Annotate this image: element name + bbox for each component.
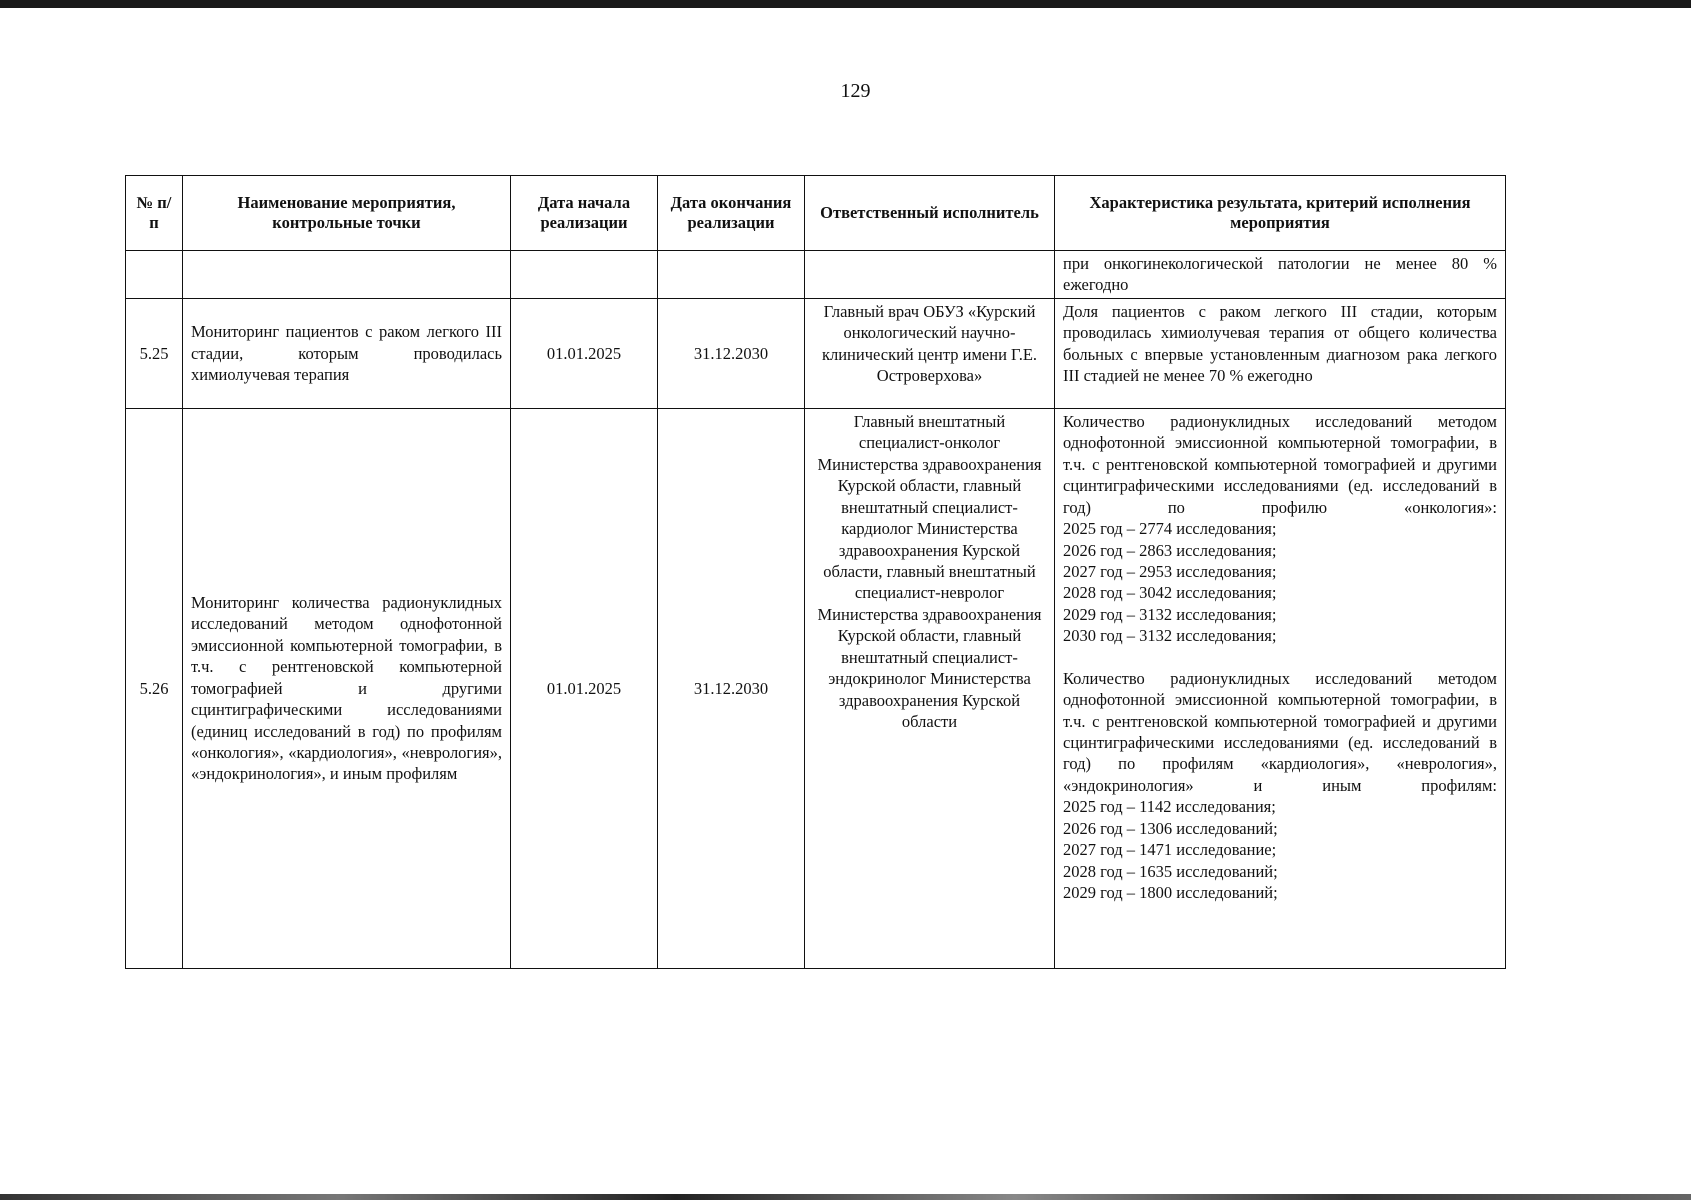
cont-end: [658, 251, 805, 299]
year-line: 2026 год – 2863 исследования;: [1063, 540, 1277, 560]
cont-responsible: [805, 251, 1055, 299]
row-525-end-date: 31.12.2030: [658, 298, 805, 408]
row-526-num: 5.26: [126, 408, 183, 968]
cont-start: [511, 251, 658, 299]
year-line: 2027 год – 1471 исследование;: [1063, 840, 1277, 860]
header-responsible: Ответственный исполнитель: [805, 176, 1055, 251]
header-end-date: Дата окончания реализации: [658, 176, 805, 251]
result-oncology-text: Количество радионуклидных исследований методом однофотонной эмиссионной компьютерной томографии, в т.ч. с рентгеновской компьютерной томографией и другими сцинтиграфическими исследованиями (ед. исследований в год) по профилю «онкология»:: [1063, 411, 1497, 517]
year-line: 2025 год – 1142 исследования;: [1063, 797, 1276, 817]
cont-result: при онкогинекологической патологии не менее 80 % ежегодно: [1055, 251, 1506, 299]
year-line: 2028 год – 1635 исследований;: [1063, 861, 1278, 881]
cont-num: [126, 251, 183, 299]
table-row: [126, 298, 1506, 408]
row-526-end-date: 31.12.2030: [658, 408, 805, 968]
scan-edge-top: [0, 0, 1691, 8]
year-line: 2028 год – 3042 исследования;: [1063, 583, 1277, 603]
year-line: 2029 год – 1800 исследований;: [1063, 883, 1278, 903]
header-num: № п/п: [126, 176, 183, 251]
year-line: 2029 год – 3132 исследования;: [1063, 604, 1277, 624]
year-line: 2027 год – 2953 исследования;: [1063, 561, 1277, 581]
row-525-start-date: 01.01.2025: [511, 298, 658, 408]
row-525-name: Мониторинг пациентов с раком легкого III стадии, которым проводилась химиолучевая терапия: [183, 298, 511, 408]
year-line: 2030 год – 3132 исследования;: [1063, 626, 1277, 646]
table-row-continuation: [126, 251, 1506, 299]
result-other-profiles-text: Количество радионуклидных исследований методом однофотонной эмиссионной компьютерной томографии, в т.ч. с рентгеновской компьютерной томографией и другими сцинтиграфическими исследованиями (ед. исследований в год) по профилям «кардиология», «неврология», «эндокринология» и иным профилям:: [1063, 668, 1497, 795]
page-number: 129: [840, 80, 871, 102]
cont-name: [183, 251, 511, 299]
year-line: 2025 год – 2774 исследования;: [1063, 519, 1277, 539]
row-526-result: [1055, 408, 1506, 968]
scan-edge-bottom: [0, 1194, 1691, 1200]
year-line: 2026 год – 1306 исследований;: [1063, 818, 1278, 838]
table-header-row: [126, 176, 1506, 251]
header-result: Характеристика результата, критерий исполнения мероприятия: [1055, 176, 1506, 251]
paragraph-gap: [1063, 647, 1497, 668]
row-526-start-date: 01.01.2025: [511, 408, 658, 968]
header-name: Наименование мероприятия, контрольные точки: [183, 176, 511, 251]
row-526-name: Мониторинг количества радионуклидных исследований методом однофотонной эмиссионной компьютерной томографии, в т.ч. с рентгеновской компьютерной томографией и другими сцинтиграфическими исследованиями (единиц исследований в год) по профилям «онкология», «кардиология», «неврология», «эндокринология», и иным профилям: [183, 408, 511, 968]
row-526-responsible: Главный внештатный специалист-онколог Министерства здравоохранения Курской области, главный внештатный специалист-кардиолог Министерства здравоохранения Курской области, главный внештатный специалист-невролог Министерства здравоохранения Курской области, главный внештатный специалист-эндокринолог Министерства здравоохранения Курской области: [805, 408, 1055, 968]
row-525-responsible: Главный врач ОБУЗ «Курский онкологический научно-клинический центр имени Г.Е. Островерхова»: [805, 298, 1055, 408]
row-525-result: Доля пациентов с раком легкого III стадии, которым проводилась химиолучевая терапия от общего количества больных с впервые установленным диагнозом рака легкого III стадией не менее 70 % ежегодно: [1055, 298, 1506, 408]
header-start-date: Дата начала реализации: [511, 176, 658, 251]
measures-table: [125, 175, 1506, 969]
row-525-num: 5.25: [126, 298, 183, 408]
table-row: [126, 408, 1506, 968]
